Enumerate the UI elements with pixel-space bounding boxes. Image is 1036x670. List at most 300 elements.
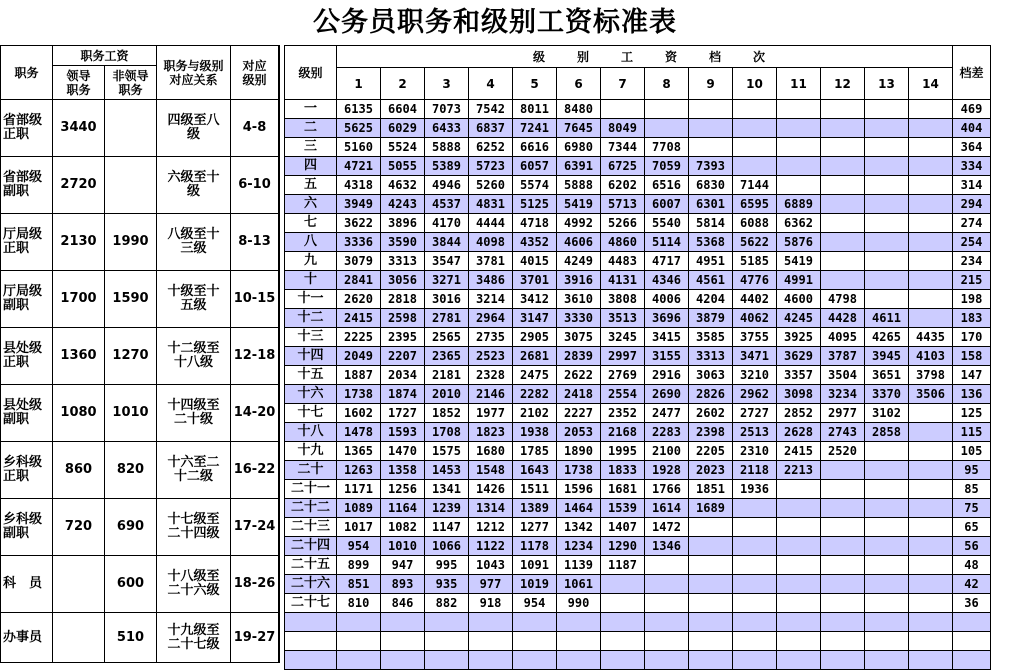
grade-pay-cell: 2395 xyxy=(381,328,425,347)
grade-diff xyxy=(953,632,991,651)
grade-pay-cell: 4204 xyxy=(689,290,733,309)
grade-pay-cell: 1122 xyxy=(469,537,513,556)
grade-pay-cell xyxy=(909,290,953,309)
grade-pay-cell xyxy=(909,537,953,556)
grade-pay-cell: 3155 xyxy=(645,347,689,366)
step-number: 6 xyxy=(557,68,601,100)
grade-pay-cell: 1426 xyxy=(469,480,513,499)
non-leading-pay: 820 xyxy=(105,442,157,499)
grade-pay-cell xyxy=(909,233,953,252)
step-number: 4 xyxy=(469,68,513,100)
grade-pay-cell: 2962 xyxy=(733,385,777,404)
grade-pay-cell: 947 xyxy=(381,556,425,575)
grade-pay-cell: 4265 xyxy=(865,328,909,347)
grade-pay-cell xyxy=(821,157,865,176)
position-name: 县处级副职 xyxy=(1,385,53,442)
grade-pay-cell xyxy=(909,404,953,423)
grade-level xyxy=(285,651,337,670)
corresponding-levels: 10-15 xyxy=(231,271,279,328)
grade-pay-cell: 3844 xyxy=(425,233,469,252)
grade-pay-cell: 1511 xyxy=(513,480,557,499)
grade-pay-cell: 2743 xyxy=(821,423,865,442)
grade-pay-cell: 1766 xyxy=(645,480,689,499)
grade-pay-cell: 4444 xyxy=(469,214,513,233)
grade-row xyxy=(285,442,991,461)
step-number: 13 xyxy=(865,68,909,100)
step-number: 5 xyxy=(513,68,557,100)
grade-pay-cell: 2282 xyxy=(513,385,557,404)
non-leading-pay: 690 xyxy=(105,499,157,556)
position-name: 厅局级正职 xyxy=(1,214,53,271)
grade-level: 二十一 xyxy=(285,480,337,499)
grade-pay-cell: 1234 xyxy=(557,537,601,556)
grade-pay-cell: 3696 xyxy=(645,309,689,328)
grade-pay-cell: 5260 xyxy=(469,176,513,195)
grade-pay-cell xyxy=(865,119,909,138)
grade-pay-cell: 5713 xyxy=(601,195,645,214)
grade-pay-cell: 1314 xyxy=(469,499,513,518)
grade-pay-cell: 1407 xyxy=(601,518,645,537)
grade-diff xyxy=(953,613,991,632)
grade-diff: 183 xyxy=(953,309,991,328)
grade-pay-cell xyxy=(689,119,733,138)
grade-pay-cell xyxy=(513,632,557,651)
grade-pay-cell: 1689 xyxy=(689,499,733,518)
grade-pay-cell: 3056 xyxy=(381,271,425,290)
grade-pay-cell xyxy=(865,575,909,594)
grade-pay-cell: 2598 xyxy=(381,309,425,328)
grade-row xyxy=(285,100,991,119)
grade-pay-cell xyxy=(865,499,909,518)
grade-pay-cell: 4015 xyxy=(513,252,557,271)
position-row xyxy=(1,613,279,663)
grade-pay-cell: 2398 xyxy=(689,423,733,442)
grade-pay-cell: 1089 xyxy=(337,499,381,518)
grade-pay-cell xyxy=(689,518,733,537)
grade-level xyxy=(285,632,337,651)
grade-pay-cell: 1358 xyxy=(381,461,425,480)
leading-pay: 1080 xyxy=(53,385,105,442)
grade-pay-cell xyxy=(777,138,821,157)
grade-diff: 105 xyxy=(953,442,991,461)
grade-pay-cell: 5114 xyxy=(645,233,689,252)
grade-pay-cell xyxy=(733,119,777,138)
grade-pay-cell: 3147 xyxy=(513,309,557,328)
grade-pay-cell: 1239 xyxy=(425,499,469,518)
grade-pay-cell: 1833 xyxy=(601,461,645,480)
grade-pay-cell xyxy=(381,632,425,651)
grade-pay-cell: 8049 xyxy=(601,119,645,138)
grade-pay-cell: 5625 xyxy=(337,119,381,138)
grade-row xyxy=(285,461,991,480)
grade-diff: 469 xyxy=(953,100,991,119)
grade-pay-cell xyxy=(733,575,777,594)
grade-pay-cell xyxy=(733,556,777,575)
grade-level: 六 xyxy=(285,195,337,214)
grade-pay-cell xyxy=(909,442,953,461)
grade-pay-cell xyxy=(821,651,865,670)
grade-pay-cell: 6516 xyxy=(645,176,689,195)
header-non-leading: 非领导职务 xyxy=(105,66,157,100)
grade-pay-cell: 1643 xyxy=(513,461,557,480)
grade-pay-cell: 3949 xyxy=(337,195,381,214)
grade-pay-cell: 6980 xyxy=(557,138,601,157)
grade-pay-cell: 3471 xyxy=(733,347,777,366)
grade-pay-cell xyxy=(777,480,821,499)
grade-pay-cell: 3063 xyxy=(689,366,733,385)
non-leading-pay: 600 xyxy=(105,556,157,613)
leading-pay: 720 xyxy=(53,499,105,556)
level-relation: 八级至十三级 xyxy=(157,214,231,271)
grade-pay-cell xyxy=(645,556,689,575)
grade-pay-cell: 1727 xyxy=(381,404,425,423)
grade-pay-cell: 6029 xyxy=(381,119,425,138)
grade-pay-cell: 1290 xyxy=(601,537,645,556)
grade-pay-cell: 1874 xyxy=(381,385,425,404)
grade-pay-cell: 4946 xyxy=(425,176,469,195)
grade-pay-cell xyxy=(689,537,733,556)
leading-pay: 1700 xyxy=(53,271,105,328)
level-relation: 十四级至二十级 xyxy=(157,385,231,442)
grade-pay-cell xyxy=(689,138,733,157)
leading-pay: 860 xyxy=(53,442,105,499)
header-relation: 职务与级别对应关系 xyxy=(157,46,231,100)
grade-row xyxy=(285,290,991,309)
grade-pay-cell: 3016 xyxy=(425,290,469,309)
grade-pay-cell xyxy=(909,309,953,328)
grade-level: 十六 xyxy=(285,385,337,404)
grade-diff: 56 xyxy=(953,537,991,556)
grade-pay-cell: 2352 xyxy=(601,404,645,423)
grade-pay-cell: 1596 xyxy=(557,480,601,499)
grade-pay-cell: 1938 xyxy=(513,423,557,442)
grade-pay-cell xyxy=(821,233,865,252)
grade-pay-cell xyxy=(645,119,689,138)
grade-steps-title-char: 资 xyxy=(665,49,678,64)
grade-pay-cell xyxy=(909,119,953,138)
grade-pay-cell xyxy=(865,442,909,461)
grade-pay-cell: 3808 xyxy=(601,290,645,309)
grade-row xyxy=(285,613,991,632)
grade-pay-cell: 3610 xyxy=(557,290,601,309)
grade-pay-cell: 5876 xyxy=(777,233,821,252)
grade-pay-cell: 4243 xyxy=(381,195,425,214)
position-name: 厅局级副职 xyxy=(1,271,53,328)
grade-pay-cell: 6088 xyxy=(733,214,777,233)
grade-pay-cell xyxy=(777,176,821,195)
grade-pay-cell xyxy=(425,613,469,632)
grade-pay-cell xyxy=(557,632,601,651)
grade-pay-cell xyxy=(777,518,821,537)
grade-pay-cell: 1593 xyxy=(381,423,425,442)
grade-pay-cell xyxy=(469,632,513,651)
step-number: 7 xyxy=(601,68,645,100)
grade-pay-cell xyxy=(777,651,821,670)
grade-pay-cell: 4600 xyxy=(777,290,821,309)
header-position: 职务 xyxy=(1,46,53,100)
grade-pay-cell: 2310 xyxy=(733,442,777,461)
grade-pay-cell: 4561 xyxy=(689,271,733,290)
grade-pay-cell xyxy=(865,252,909,271)
grade-pay-cell xyxy=(645,632,689,651)
grade-pay-cell: 6837 xyxy=(469,119,513,138)
grade-pay-cell: 3622 xyxy=(337,214,381,233)
step-number: 2 xyxy=(381,68,425,100)
leading-pay: 3440 xyxy=(53,100,105,157)
grade-pay-cell xyxy=(909,594,953,613)
leading-pay: 2720 xyxy=(53,157,105,214)
grade-pay-cell: 2852 xyxy=(777,404,821,423)
grade-pay-cell xyxy=(909,518,953,537)
grade-pay-cell xyxy=(821,271,865,290)
grade-pay-cell: 2102 xyxy=(513,404,557,423)
grade-row xyxy=(285,632,991,651)
grade-pay-cell: 5389 xyxy=(425,157,469,176)
grade-pay-cell xyxy=(689,613,733,632)
grade-pay-cell xyxy=(865,480,909,499)
grade-pay-cell: 8011 xyxy=(513,100,557,119)
grade-pay-cell: 4170 xyxy=(425,214,469,233)
grade-pay-cell: 2905 xyxy=(513,328,557,347)
grade-row xyxy=(285,271,991,290)
grade-pay-cell: 882 xyxy=(425,594,469,613)
grade-pay-cell: 2100 xyxy=(645,442,689,461)
non-leading-pay: 1590 xyxy=(105,271,157,328)
grade-pay-cell: 1082 xyxy=(381,518,425,537)
grade-pay-cell xyxy=(865,594,909,613)
grade-pay-cell xyxy=(777,157,821,176)
position-name: 乡科级正职 xyxy=(1,442,53,499)
grade-pay-cell: 4831 xyxy=(469,195,513,214)
grade-diff: 314 xyxy=(953,176,991,195)
grade-pay-cell: 1091 xyxy=(513,556,557,575)
grade-level: 十九 xyxy=(285,442,337,461)
grade-pay-cell: 3415 xyxy=(645,328,689,347)
grade-pay-cell xyxy=(909,480,953,499)
grade-pay-cell: 4006 xyxy=(645,290,689,309)
grade-level: 十五 xyxy=(285,366,337,385)
grade-pay-cell: 4062 xyxy=(733,309,777,328)
grade-pay-cell: 1066 xyxy=(425,537,469,556)
grade-pay-cell: 1464 xyxy=(557,499,601,518)
grade-pay-cell: 5368 xyxy=(689,233,733,252)
step-number: 11 xyxy=(777,68,821,100)
level-relation: 六级至十级 xyxy=(157,157,231,214)
header-grade-steps xyxy=(337,46,953,68)
grade-pay-cell: 3585 xyxy=(689,328,733,347)
grade-pay-cell xyxy=(601,575,645,594)
grade-pay-cell: 1010 xyxy=(381,537,425,556)
grade-pay-cell: 3781 xyxy=(469,252,513,271)
grade-pay-cell: 2181 xyxy=(425,366,469,385)
grade-pay-cell: 5723 xyxy=(469,157,513,176)
grade-pay-cell: 2839 xyxy=(557,347,601,366)
grade-pay-cell xyxy=(557,613,601,632)
corresponding-levels: 4-8 xyxy=(231,100,279,157)
grade-pay-cell: 6889 xyxy=(777,195,821,214)
grade-pay-cell: 2168 xyxy=(601,423,645,442)
grade-pay-cell: 2841 xyxy=(337,271,381,290)
grade-pay-cell: 3075 xyxy=(557,328,601,347)
grade-row xyxy=(285,138,991,157)
grade-pay-cell xyxy=(601,632,645,651)
grade-pay-cell: 2023 xyxy=(689,461,733,480)
grade-pay-cell: 4721 xyxy=(337,157,381,176)
grade-pay-cell: 1977 xyxy=(469,404,513,423)
grade-pay-cell: 4776 xyxy=(733,271,777,290)
position-row xyxy=(1,157,279,214)
grade-pay-cell: 6391 xyxy=(557,157,601,176)
grade-pay-cell: 4402 xyxy=(733,290,777,309)
grade-pay-cell xyxy=(777,613,821,632)
level-relation: 四级至八级 xyxy=(157,100,231,157)
grade-pay-cell: 1061 xyxy=(557,575,601,594)
grade-diff: 36 xyxy=(953,594,991,613)
grade-pay-cell xyxy=(733,157,777,176)
grade-pay-cell: 1680 xyxy=(469,442,513,461)
grade-pay-cell: 3506 xyxy=(909,385,953,404)
grade-pay-cell: 6135 xyxy=(337,100,381,119)
grade-row xyxy=(285,651,991,670)
grade-pay-cell: 2415 xyxy=(777,442,821,461)
grade-diff: 125 xyxy=(953,404,991,423)
grade-diff: 85 xyxy=(953,480,991,499)
grade-pay-cell xyxy=(557,651,601,670)
grade-pay-cell: 1043 xyxy=(469,556,513,575)
grade-pay-cell: 4428 xyxy=(821,309,865,328)
grade-pay-cell xyxy=(865,138,909,157)
grade-pay-cell xyxy=(865,157,909,176)
grade-pay-cell xyxy=(689,100,733,119)
grade-row xyxy=(285,347,991,366)
grade-diff: 215 xyxy=(953,271,991,290)
grade-level: 十四 xyxy=(285,347,337,366)
grade-pay-cell xyxy=(865,537,909,556)
grade-level: 七 xyxy=(285,214,337,233)
grade-pay-cell xyxy=(821,632,865,651)
grade-pay-cell xyxy=(821,613,865,632)
position-name: 省部级副职 xyxy=(1,157,53,214)
grade-pay-cell xyxy=(865,632,909,651)
grade-pay-cell xyxy=(733,518,777,537)
grade-pay-cell: 6202 xyxy=(601,176,645,195)
grade-pay-cell: 851 xyxy=(337,575,381,594)
grade-pay-cell: 4717 xyxy=(645,252,689,271)
grade-pay-cell xyxy=(645,613,689,632)
grade-steps-title-char: 档 xyxy=(709,49,722,64)
grade-pay-cell: 4992 xyxy=(557,214,601,233)
header-level: 级别 xyxy=(285,46,337,100)
grade-pay-cell: 3330 xyxy=(557,309,601,328)
grade-diff: 95 xyxy=(953,461,991,480)
grade-pay-cell xyxy=(821,119,865,138)
grade-pay-cell: 954 xyxy=(337,537,381,556)
grade-pay-cell: 1187 xyxy=(601,556,645,575)
leading-pay xyxy=(53,556,105,613)
grade-row xyxy=(285,176,991,195)
non-leading-pay xyxy=(105,157,157,214)
grade-pay-cell: 1472 xyxy=(645,518,689,537)
grade-pay-cell xyxy=(645,651,689,670)
grade-pay-cell xyxy=(821,195,865,214)
level-relation: 十级至十五级 xyxy=(157,271,231,328)
grade-pay-cell: 3313 xyxy=(381,252,425,271)
grade-pay-cell: 5185 xyxy=(733,252,777,271)
position-name: 办事员 xyxy=(1,613,53,663)
grade-pay-cell: 1928 xyxy=(645,461,689,480)
position-name: 县处级正职 xyxy=(1,328,53,385)
grade-level: 二十三 xyxy=(285,518,337,537)
grade-pay-cell xyxy=(909,461,953,480)
grade-pay-cell xyxy=(601,613,645,632)
grade-pay-cell xyxy=(865,214,909,233)
level-relation: 十九级至二十七级 xyxy=(157,613,231,663)
grade-pay-cell: 4798 xyxy=(821,290,865,309)
grade-pay-cell xyxy=(733,594,777,613)
grade-pay-cell: 3214 xyxy=(469,290,513,309)
grade-pay-cell: 935 xyxy=(425,575,469,594)
grade-pay-cell: 1389 xyxy=(513,499,557,518)
grade-row xyxy=(285,385,991,404)
grade-level: 十三 xyxy=(285,328,337,347)
level-relation: 十七级至二十四级 xyxy=(157,499,231,556)
grade-pay-cell: 7059 xyxy=(645,157,689,176)
grade-pay-cell xyxy=(821,100,865,119)
grade-pay-cell xyxy=(909,499,953,518)
grade-pay-cell: 4098 xyxy=(469,233,513,252)
grade-pay-cell: 5622 xyxy=(733,233,777,252)
grade-pay-cell: 4245 xyxy=(777,309,821,328)
leading-pay: 2130 xyxy=(53,214,105,271)
grade-pay-cell: 4318 xyxy=(337,176,381,195)
grade-pay-cell: 1453 xyxy=(425,461,469,480)
grade-pay-cell: 8480 xyxy=(557,100,601,119)
grade-pay-cell: 6604 xyxy=(381,100,425,119)
position-row xyxy=(1,442,279,499)
corresponding-levels: 12-18 xyxy=(231,328,279,385)
grade-pay-cell: 2858 xyxy=(865,423,909,442)
grade-pay-cell: 1171 xyxy=(337,480,381,499)
grade-pay-cell xyxy=(865,613,909,632)
non-leading-pay: 1990 xyxy=(105,214,157,271)
grade-pay-cell: 5160 xyxy=(337,138,381,157)
corresponding-levels: 19-27 xyxy=(231,613,279,663)
grade-level: 十八 xyxy=(285,423,337,442)
grade-pay-cell xyxy=(821,537,865,556)
grade-pay-cell xyxy=(689,575,733,594)
grade-pay-cell: 5055 xyxy=(381,157,425,176)
non-leading-pay: 1270 xyxy=(105,328,157,385)
grade-pay-cell: 1539 xyxy=(601,499,645,518)
grade-pay-cell xyxy=(821,518,865,537)
grade-pay-cell: 3210 xyxy=(733,366,777,385)
right-header-row xyxy=(285,46,991,68)
grade-pay-cell: 2415 xyxy=(337,309,381,328)
grade-pay-cell xyxy=(865,461,909,480)
grade-pay-cell xyxy=(909,556,953,575)
grade-pay-cell xyxy=(909,195,953,214)
grade-diff: 65 xyxy=(953,518,991,537)
grade-pay-cell xyxy=(777,537,821,556)
grade-pay-cell: 2554 xyxy=(601,385,645,404)
grade-pay-cell: 1139 xyxy=(557,556,601,575)
grade-pay-cell xyxy=(821,499,865,518)
level-relation: 十八级至二十六级 xyxy=(157,556,231,613)
grade-pay-cell: 7344 xyxy=(601,138,645,157)
grade-steps-title-char: 次 xyxy=(753,49,766,64)
grade-pay-cell: 3245 xyxy=(601,328,645,347)
grade-pay-cell xyxy=(909,138,953,157)
